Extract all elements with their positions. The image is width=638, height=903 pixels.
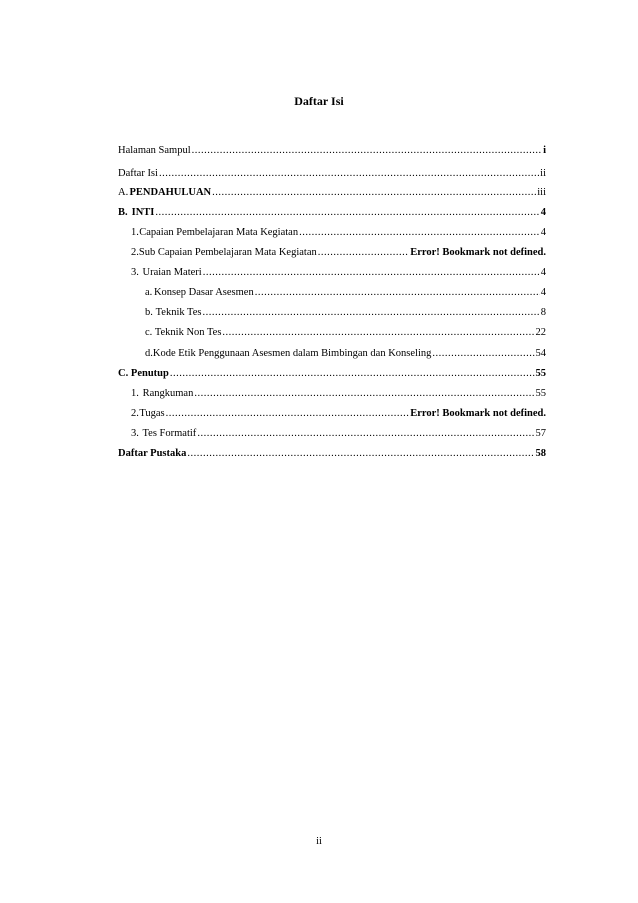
toc-entry-kode-etik[interactable] [145,347,546,361]
toc-entry-pendahuluan[interactable] [118,186,546,200]
toc-entry-number: B. [118,207,128,218]
toc-entry-number: b. [145,307,153,318]
toc-entry-page: 55 [535,388,546,399]
toc-dot-leader [159,167,539,181]
toc-entry-page: 58 [535,448,546,459]
toc-entry-page: ii [540,168,546,179]
toc-entry-teknik-non-tes[interactable] [145,326,546,340]
page-title: Daftar Isi [294,94,344,108]
toc-entry-tugas[interactable] [131,407,546,421]
toc-entry-number: 2. [131,408,139,419]
toc-entry-teknik-tes[interactable] [145,306,546,320]
toc-entry-number: d. [145,348,153,359]
toc-entry-number: C. [118,368,129,379]
toc-entry-number: 3. [131,428,139,439]
toc-dot-leader [202,306,539,320]
toc-dot-leader [187,447,534,461]
toc-entry-label: Rangkuman [142,388,194,399]
toc-dot-leader [192,144,542,158]
toc-entry-number: 3. [131,267,139,278]
toc-entry-label: Halaman Sampul [118,145,191,156]
toc-entry-page: 22 [535,327,546,338]
toc-entry-page: 55 [535,368,546,379]
toc-entry-page: 4 [540,207,546,218]
toc-entry-page-error: Error! Bookmark not defined. [410,408,546,419]
toc-entry-number: c. [145,327,153,338]
toc-entry-tes-formatif[interactable] [131,427,546,441]
toc-entry-daftar-pustaka[interactable] [118,447,546,461]
toc-dot-leader [155,206,539,220]
toc-dot-leader [299,226,540,240]
toc-entry-number: 1. [131,227,139,238]
page-number-footer: ii [316,836,322,847]
toc-entry-number: A. [118,187,129,198]
toc-entry-page: 4 [540,267,546,278]
toc-entry-label: PENDAHULUAN [129,187,212,198]
toc-entry-page: iii [537,187,546,198]
toc-entry-number: a. [145,287,153,298]
toc-entry-halaman-sampul[interactable] [118,144,546,158]
toc-dot-leader [203,266,540,280]
toc-entry-label: Daftar Isi [118,168,158,179]
toc-entry-page: i [543,145,546,156]
toc-dot-leader [170,367,535,381]
toc-dot-leader [197,427,534,441]
toc-dot-leader [432,347,534,361]
toc-entry-penutup[interactable] [118,367,546,381]
toc-entry-label: Sub Capaian Pembelajaran Mata Kegiatan [138,247,317,258]
toc-entry-label: Penutup [130,368,169,379]
toc-dot-leader [222,326,534,340]
toc-entry-label: Uraian Materi [142,267,202,278]
toc-entry-label: Konsep Dasar Asesmen [153,287,254,298]
toc-entry-uraian-materi[interactable] [131,266,546,280]
toc-entry-page: 4 [540,227,546,238]
toc-entry-rangkuman[interactable] [131,387,546,401]
toc-entry-number: 1. [131,388,139,399]
toc-dot-leader [212,186,536,200]
toc-entry-page: 8 [540,307,546,318]
toc-entry-label: INTI [131,207,155,218]
toc-entry-page: 54 [535,348,546,359]
toc-entry-label: Teknik Tes [155,307,202,318]
toc-entry-capaian-pembelajaran[interactable] [131,226,546,240]
toc-entry-label: Daftar Pustaka [118,448,187,459]
toc-entry-page-error: Error! Bookmark not defined. [410,247,546,258]
toc-entry-daftar-isi[interactable] [118,167,546,181]
toc-entry-number: 2. [131,247,139,258]
toc-entry-label: Tugas [139,408,165,419]
toc-entry-label: Teknik Non Tes [154,327,222,338]
toc-entry-konsep-dasar[interactable] [145,286,546,300]
toc-dot-leader [194,387,534,401]
toc-entry-label: Capaian Pembelajaran Mata Kegiatan [139,227,299,238]
toc-dot-leader [255,286,540,300]
toc-entry-sub-capaian[interactable] [131,246,546,260]
toc-entry-label: Kode Etik Penggunaan Asesmen dalam Bimbingan dan Konseling [152,348,432,359]
toc-entry-page: 57 [535,428,546,439]
toc-entry-inti[interactable] [118,206,546,220]
toc-dot-leader [166,407,410,421]
toc-dot-leader [318,246,410,260]
toc-entry-page: 4 [540,287,546,298]
toc-entry-label: Tes Formatif [142,428,197,439]
